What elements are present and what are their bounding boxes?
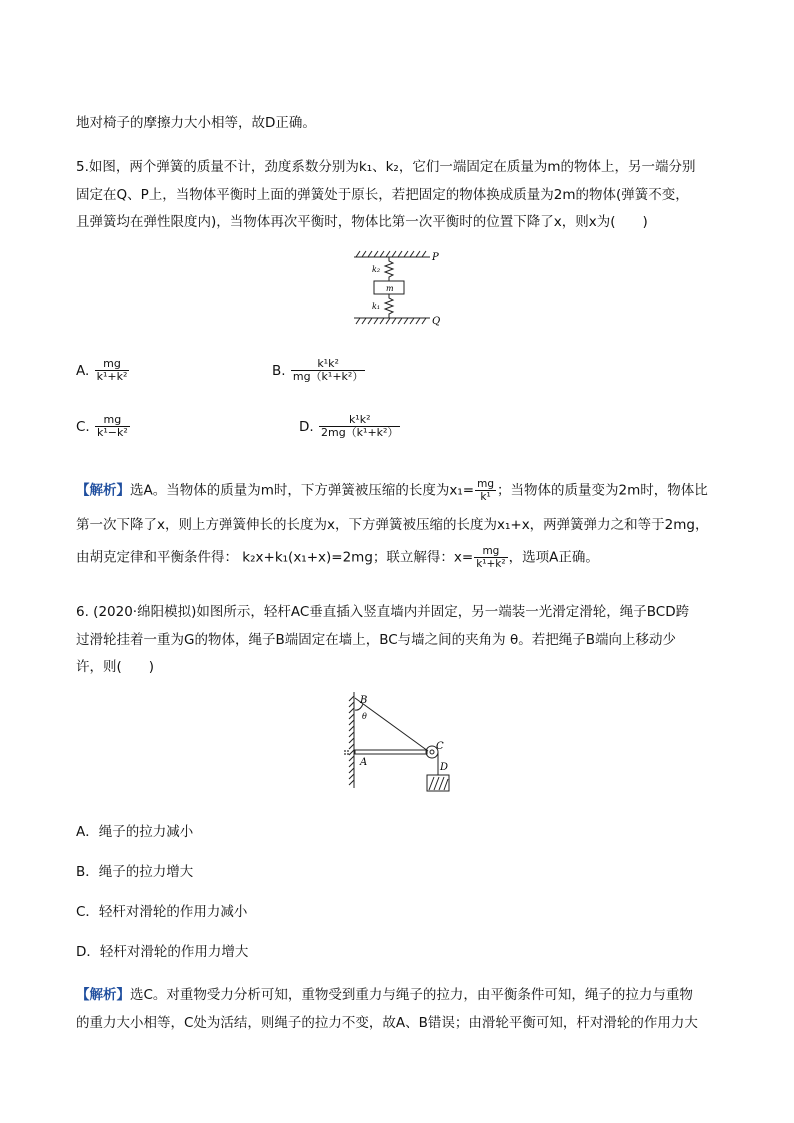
question-6-line-1: 6. (2020·绵阳模拟)如图所示，轻杆AC垂直插入竖直墙内并固定，另一端装一光滑定滑轮，绳子BCD跨 (76, 604, 690, 620)
question-6-line-3: 许，则( ) (76, 659, 155, 675)
hanging-weight (427, 775, 449, 791)
option-a: A. $\frac{mg}{\text{k¹+k²}}$ (76, 357, 128, 383)
option-d: D. $\frac{\text{k¹k²}}{\text{2mg（k¹+k²）}}$ (299, 413, 399, 439)
label-k1: k₁ (372, 302, 381, 311)
spring-diagram (350, 248, 450, 328)
label-B: B (360, 695, 368, 706)
question-5-line-2: 固定在Q、P上，当物体平衡时上面的弹簧处于原长，若把固定的物体换成质量为2m的物体(弹簧不变， (76, 187, 689, 203)
option-b: B. $\frac{\text{k¹k²}}{\text{mg（k¹+k²）}}$ (272, 357, 364, 383)
question-5-line-3: 且弹簧均在弹性限度内)，当物体再次平衡时，物体比第一次平衡时的位置下降了x，则x为( ) (76, 214, 648, 230)
text-line: 地对椅子的摩擦力大小相等，故D正确。 (76, 115, 316, 131)
analysis-5-line-1: 【解析】选A。当物体的质量为m时，下方弹簧被压缩的长度为x₁= $\frac{mg}{\text{k¹}}$ ；当物体的质量变为2m时，物体比 (76, 478, 708, 503)
label-C: C (436, 741, 444, 752)
analysis-6-line-1: 【解析】选C。对重物受力分析可知，重物受到重力与绳子的拉力，由平衡条件可知，绳子的拉力与重物 (76, 987, 693, 1003)
q6-option-a: A．绳子的拉力减小 (76, 824, 194, 840)
pulley-diagram (340, 690, 460, 795)
analysis-5-line-2: 第一次下降了x，则上方弹簧伸长的长度为x，下方弹簧被压缩的长度为x₁+x，两弹簧弹力之和等于2mg， (76, 517, 709, 533)
label-Q: Q (432, 316, 441, 327)
rod-ac (355, 750, 427, 754)
analysis-6-line-2: 的重力大小相等，C处为活结，则绳子的拉力不变，故A、B错误；由滑轮平衡可知，杆对滑轮的作用力大 (76, 1015, 698, 1031)
analysis-5-line-3: 由胡克定律和平衡条件得： k₂x+k₁(x₁+x)=2mg；联立解得：x= $\frac{mg}{\text{k¹+k²}}$ ，选项A正确。 (76, 545, 599, 570)
lower-spring (385, 294, 393, 318)
label-P: P (432, 252, 439, 263)
question-5-line-1: 5.如图，两个弹簧的质量不计，劲度系数分别为k₁、k₂，它们一端固定在质量为m的物体上，另一端分别 (76, 159, 696, 175)
label-A: A (360, 757, 368, 768)
q6-option-c: C．轻杆对滑轮的作用力减小 (76, 904, 248, 920)
q6-option-d: D．轻杆对滑轮的作用力增大 (76, 944, 249, 960)
label-theta: θ (362, 712, 367, 721)
label-k2: k₂ (372, 265, 381, 274)
analysis-tag: 【解析】 (76, 987, 130, 1003)
label-m: m (386, 284, 394, 293)
option-c: C. $\frac{mg}{\text{k¹−k²}}$ (76, 413, 128, 439)
q6-option-b: B．绳子的拉力增大 (76, 864, 194, 880)
question-6-line-2: 过滑轮挂着一重为G的物体，绳子B端固定在墙上，BC与墙之间的夹角为 θ。若把绳子B端向上移动少 (76, 632, 676, 648)
label-D: D (440, 762, 449, 773)
analysis-tag: 【解析】 (76, 482, 130, 499)
upper-spring (385, 257, 393, 281)
